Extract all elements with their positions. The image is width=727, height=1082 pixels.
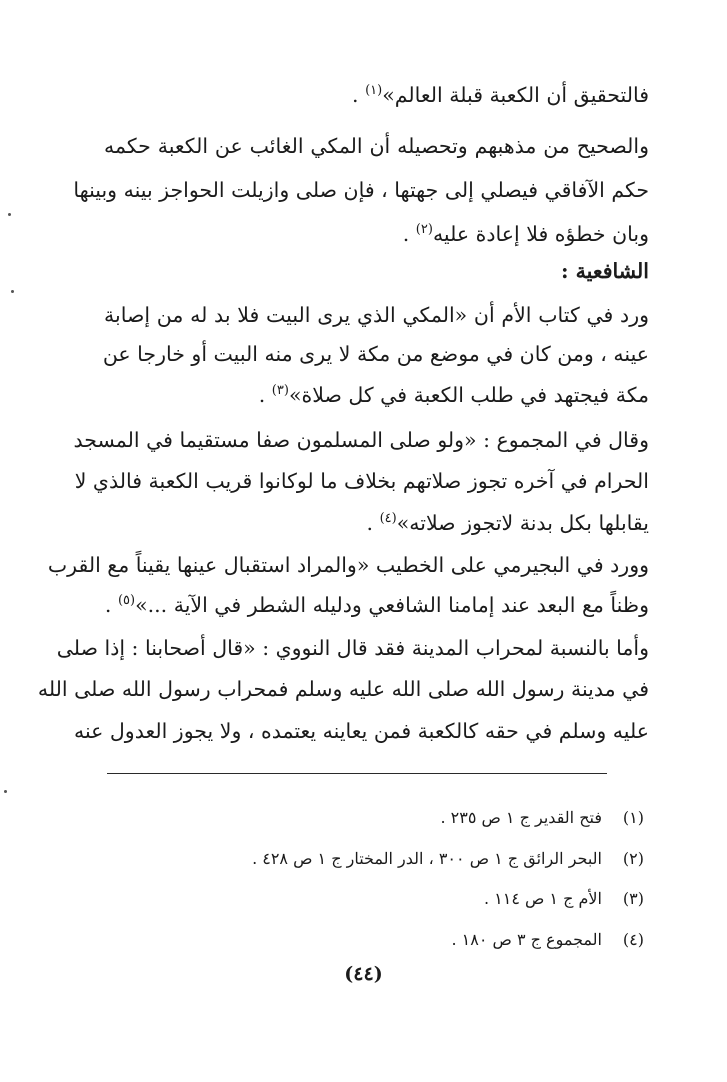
body-line-12: وورد في البجيرمي على الخطيب «والمراد استقبال عينها يقيناً مع القرب [47, 553, 649, 577]
footnote-number: (٣) [622, 889, 644, 908]
footnote-1 [440, 806, 644, 830]
scan-speck [11, 290, 14, 293]
footnote-2 [252, 847, 644, 871]
body-line-6: ورد في كتاب الأم أن «المكي الذي يرى البيت فلا بد له من إصابة [104, 303, 649, 327]
body-line-16: عليه وسلم في حقه كالكعبة فمن يعاينه يعتمده ، ولا يجوز العدول عنه [73, 719, 649, 743]
body-line-1: فالتحقيق أن الكعبة قبلة العالم»$^{(١)}$ . [352, 83, 649, 107]
footnote-ref-2: (٢) [415, 222, 433, 238]
scan-speck [4, 790, 7, 793]
footnote-ref-1: (١) [365, 83, 383, 99]
body-line-14: وأما بالنسبة لمحراب المدينة فقد قال النووي : «قال أصحابنا : إذا صلى [56, 636, 649, 660]
footnote-number: (٢) [622, 849, 644, 868]
footnote-text: البحر الرائق ج ١ ص ٣٠٠ ، الدر المختار ج ١ ص ٤٢٨ . [252, 849, 602, 868]
scan-speck [8, 213, 11, 216]
body-line-4: وبان خطؤه فلا إعادة عليه$^{(٢)}$ . [402, 222, 649, 246]
body-line-8: مكة فيجتهد في طلب الكعبة في كل صلاة»$^{(٣)}$ . [258, 383, 649, 407]
footnote-text: فتح القدير ج ١ ص ٢٣٥ . [440, 808, 602, 827]
footnote-text: الأم ج ١ ص ١١٤ . [483, 889, 602, 908]
body-line-15: في مدينة رسول الله صلى الله عليه وسلم فمحراب رسول الله صلى الله [37, 677, 649, 701]
footnote-number: (١) [622, 808, 644, 827]
body-line-11: يقابلها بكل بدنة لاتجوز صلاته»$^{(٤)}$ . [366, 511, 649, 535]
body-line-13: وظناً مع البعد عند إمامنا الشافعي ودليله الشطر في الآية ...»$^{(٥)}$ . [104, 593, 649, 617]
page-number: (٤٤) [344, 963, 383, 985]
footnote-4 [451, 928, 644, 952]
section-heading-shafiiya: الشافعية : [560, 259, 649, 283]
body-line-10: الحرام في آخره تجوز صلاتهم بخلاف ما لوكانوا قريب الكعبة فالذي لا [74, 469, 649, 493]
body-line-2: والصحيح من مذهبهم وتحصيله أن المكي الغائب عن الكعبة حكمه [104, 134, 649, 158]
footnote-number: (٤) [622, 930, 644, 949]
body-line-7: عينه ، ومن كان في موضع من مكة لا يرى منه البيت أو خارجا عن [102, 342, 649, 366]
footnote-ref-3: (٣) [271, 383, 289, 399]
body-line-3: حكم الآفاقي فيصلي إلى جهتها ، فإن صلى وازيلت الحواجز بينه وبينها [73, 178, 649, 202]
footnote-separator [107, 773, 607, 774]
footnote-3 [484, 887, 644, 911]
footnote-ref-5: (٥) [117, 593, 136, 609]
body-line-9: وقال في المجموع : «ولو صلى المسلمون صفا مستقيما في المسجد [73, 428, 649, 452]
footnote-ref-4: (٤) [379, 511, 397, 527]
footnote-text: المجموع ج ٣ ص ١٨٠ . [451, 930, 602, 949]
